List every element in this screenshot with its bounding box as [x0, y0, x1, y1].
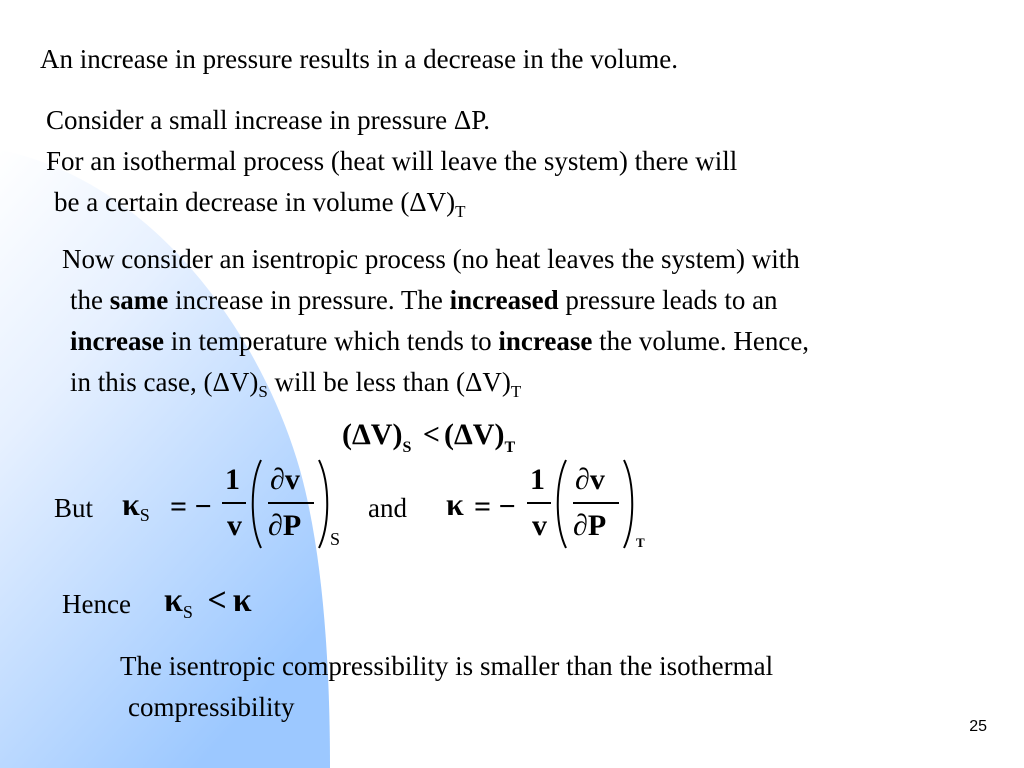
- conclusion-line-2: compressibility: [128, 692, 295, 722]
- left-paren: [248, 458, 264, 550]
- subscript-t: T: [455, 202, 466, 221]
- text-segment: in temperature which tends to: [163, 326, 499, 356]
- kappa-glyph: κ: [164, 582, 183, 619]
- equals-minus: = −: [474, 490, 516, 523]
- volume-decrease-line: [54, 187, 466, 221]
- isentropic-line-3: [70, 328, 809, 355]
- kappa-glyph: κ: [232, 582, 252, 619]
- statement-line: An increase in pressure results in a decrease in the volume.: [40, 44, 679, 74]
- bold-same: same: [109, 285, 169, 315]
- kappa-sub: S: [139, 505, 150, 525]
- text-segment: will be less than (ΔV): [267, 367, 511, 397]
- subscript-s: S: [330, 529, 341, 549]
- isentropic-line-2: [70, 287, 778, 314]
- equals-minus: = −: [170, 490, 212, 523]
- bold-increase: increase: [498, 326, 593, 356]
- kappa-sub: S: [182, 602, 193, 622]
- volume-inequality: [342, 420, 515, 456]
- text-segment: the: [70, 285, 110, 315]
- but-label: But: [54, 493, 94, 523]
- less-than-sign: <: [422, 418, 440, 451]
- ineq-left: (ΔV): [342, 418, 403, 451]
- isentropic-line-1: Now consider an isentropic process (no heat leaves the system) with: [62, 244, 800, 274]
- text-segment: the volume. Hence,: [592, 326, 810, 356]
- right-paren: [621, 458, 637, 550]
- fraction-bar: [527, 502, 551, 504]
- text-segment: pressure leads to an: [558, 285, 778, 315]
- left-paren: [553, 458, 569, 550]
- fraction-bar: [268, 502, 314, 504]
- partial-v: ∂v: [270, 463, 300, 496]
- numerator-one: 1: [530, 463, 545, 496]
- kappa-s-symbol: [122, 488, 150, 524]
- consider-line: Consider a small increase in pressure ΔP.: [46, 105, 491, 135]
- conclusion-line-1: The isentropic compressibility is smaller than the isothermal: [120, 651, 774, 681]
- kappa-glyph: κ: [122, 486, 140, 522]
- text-segment: in this case, (ΔV): [70, 367, 259, 397]
- isothermal-line: For an isothermal process (heat will leave the system) there will: [46, 146, 738, 176]
- subscript-t: T: [510, 382, 522, 401]
- hence-label: Hence: [62, 589, 131, 619]
- text-segment: increase in pressure. The: [168, 285, 450, 315]
- and-label: and: [368, 493, 407, 523]
- volume-decrease-text: be a certain decrease in volume (ΔV): [54, 187, 456, 217]
- subscript-t: T: [636, 535, 645, 550]
- subscript-s: S: [258, 382, 268, 401]
- partial-p: ∂P: [573, 509, 607, 542]
- denominator-v: v: [227, 509, 242, 542]
- ineq-right-sub: T: [504, 439, 516, 456]
- isentropic-line-4: [70, 367, 522, 401]
- numerator-one: 1: [225, 463, 240, 496]
- partial-p: ∂P: [268, 509, 302, 542]
- less-than-sign: <: [207, 582, 227, 619]
- fraction-bar: [573, 502, 619, 504]
- partial-v: ∂v: [575, 463, 605, 496]
- page-number: 25: [969, 718, 987, 735]
- fraction-bar: [222, 502, 246, 504]
- ineq-right: (ΔV): [443, 418, 505, 451]
- kappa-symbol: κ: [446, 486, 464, 522]
- bold-increased: increased: [449, 285, 559, 315]
- bold-increase: increase: [70, 326, 164, 356]
- denominator-v: v: [532, 509, 547, 542]
- ineq-left-sub: S: [402, 439, 412, 456]
- hence-inequality: [164, 584, 252, 621]
